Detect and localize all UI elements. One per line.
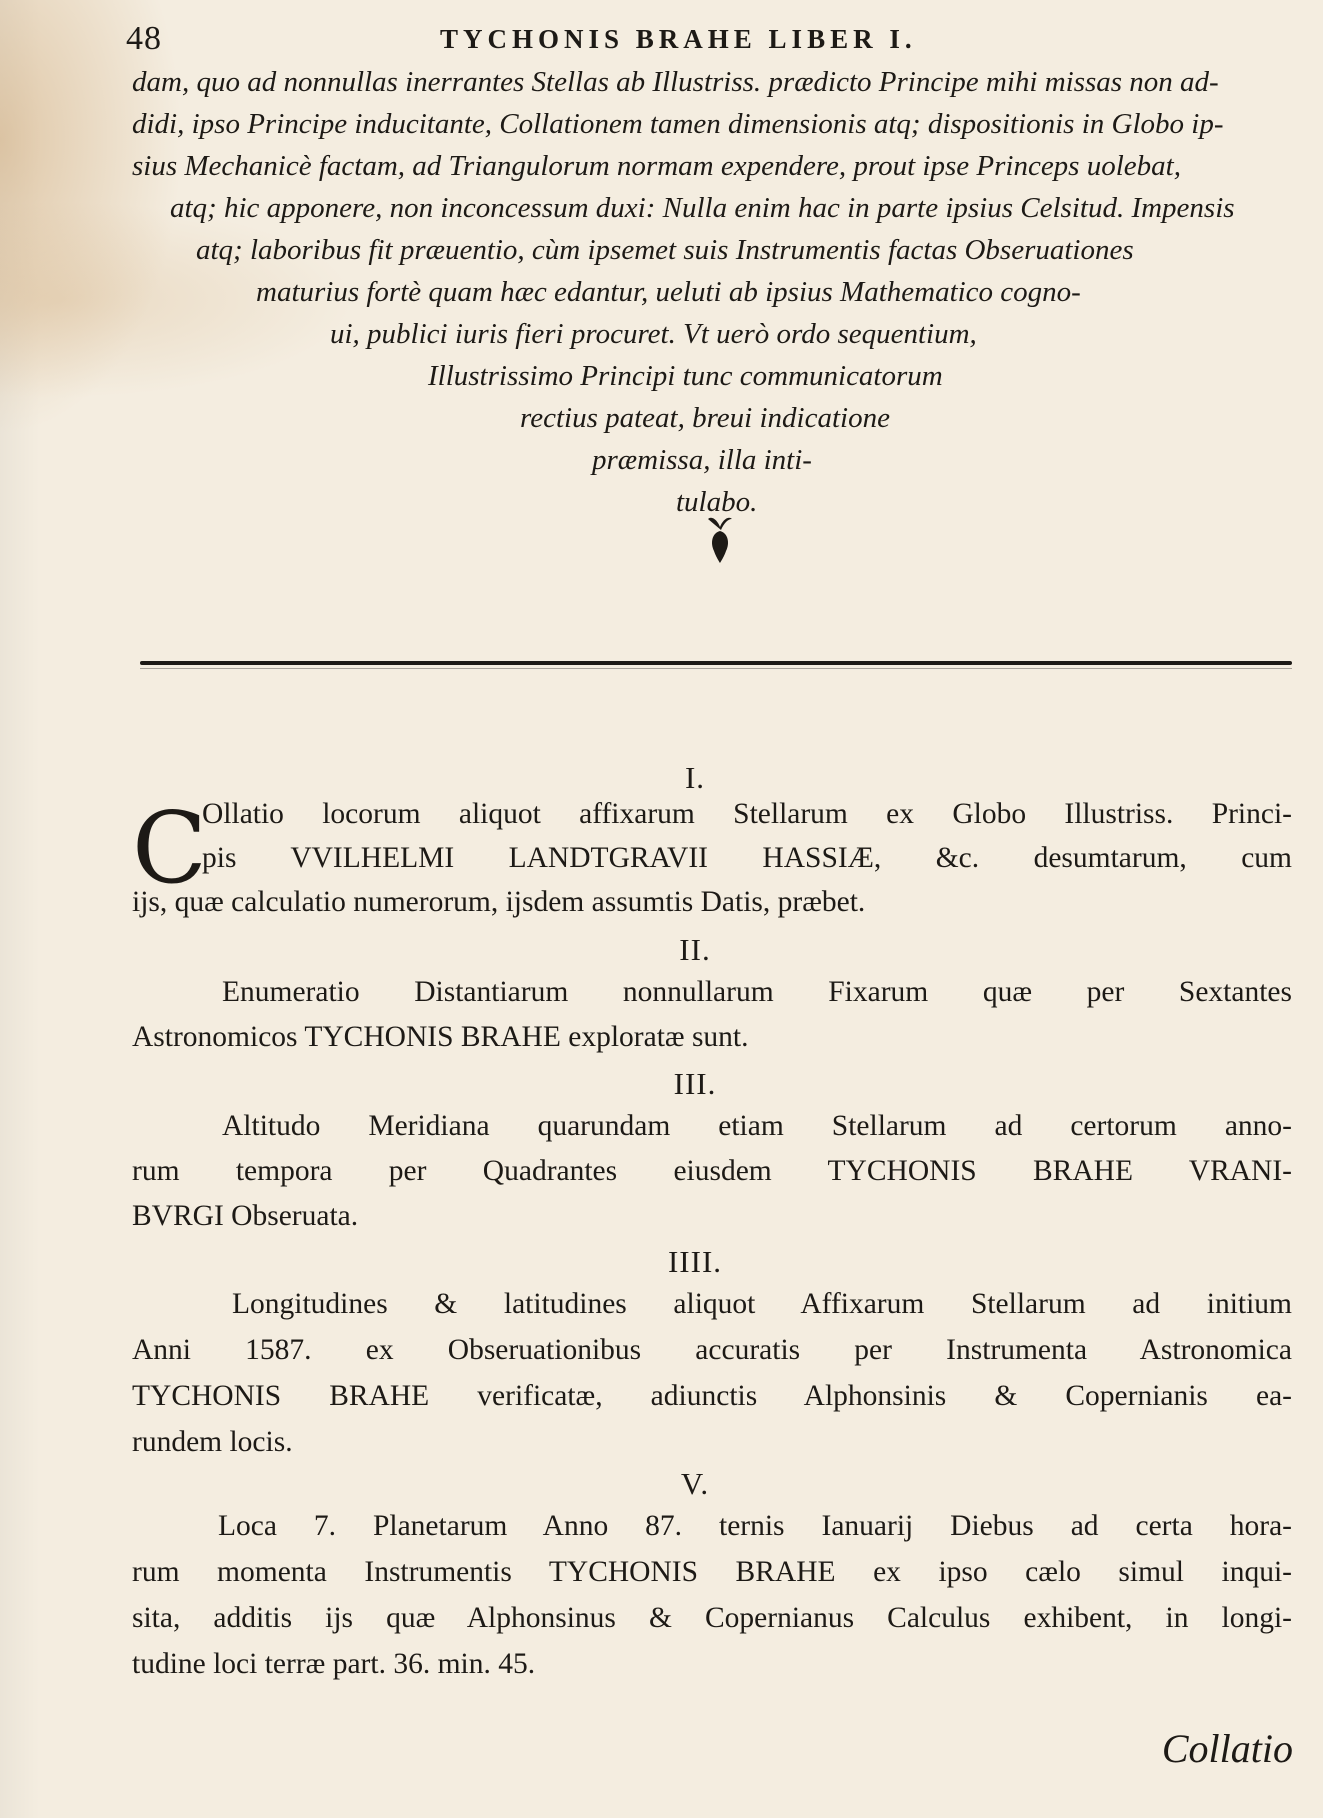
text-line: rum momenta Instrumentis TYCHONIS BRAHE ex ipso cælo simul inqui- (132, 1556, 1292, 1588)
italic-line: atq; hic apponere, non inconcessum duxi: Nulla enim hac in parte ipsius Celsitud. Impensis (170, 192, 1235, 224)
text-line: Ollatio locorum aliquot affixarum Stellarum ex Globo Illustriss. Princi- (202, 798, 1292, 830)
text-line: TYCHONIS BRAHE verificatæ, adiunctis Alphonsinis & Copernianis ea- (132, 1380, 1292, 1412)
text-line: rundem locis. (132, 1426, 293, 1458)
italic-line: rectius pateat, breui indicatione (520, 402, 890, 434)
text-line: Anni 1587. ex Obseruationibus accuratis per Instrumenta Astronomica (132, 1334, 1292, 1366)
text-line: Loca 7. Planetarum Anno 87. ternis Ianuarij Diebus ad certa hora- (218, 1510, 1292, 1542)
italic-line: tulabo. (676, 486, 758, 518)
italic-line: sius Mechanicè factam, ad Triangulorum normam expendere, prout ipse Princeps uolebat, (132, 150, 1181, 182)
running-title: TYCHONIS BRAHE LIBER I. (440, 24, 917, 54)
text-line: Altitudo Meridiana quarundam etiam Stellarum ad certorum anno- (222, 1110, 1292, 1142)
text-line: rum tempora per Quadrantes eiusdem TYCHONIS BRAHE VRANI- (132, 1155, 1292, 1187)
text-line: Enumeratio Distantiarum nonnullarum Fixarum quæ per Sextantes (222, 976, 1292, 1008)
section-divider-rule (140, 661, 1292, 665)
italic-line: atq; laboribus fit præuentio, cùm ipsemet suis Instrumentis factas Obseruationes (196, 234, 1134, 266)
italic-line: didi, ipso Principe inducitante, Collationem tamen dimensionis atq; dispositionis in Globo ip- (132, 108, 1224, 140)
section-numeral-1: I. (684, 760, 706, 795)
text-line: BVRGI Obseruata. (132, 1200, 359, 1232)
text-line: ijs, quæ calculatio numerorum, ijsdem assumtis Datis, præbet. (132, 886, 866, 918)
fleuron-ornament-icon (700, 513, 740, 565)
text-line: Astronomicos TYCHONIS BRAHE exploratæ sunt. (132, 1021, 749, 1053)
italic-line: dam, quo ad nonnullas inerrantes Stellas ab Illustriss. prædicto Principe mihi missas non ad- (132, 66, 1219, 98)
text-line: sita, additis ijs quæ Alphonsinus & Copernianus Calculus exhibent, in longi- (132, 1602, 1292, 1634)
text-line: Longitudines & latitudines aliquot Affixarum Stellarum ad initium (232, 1288, 1292, 1320)
page-number: 48 (126, 20, 162, 57)
section-numeral-4: IIII. (667, 1244, 723, 1279)
italic-line: præmissa, illa inti- (592, 444, 812, 476)
section-numeral-2: II. (679, 932, 711, 967)
section-numeral-3: III. (673, 1066, 717, 1101)
drop-cap: C (132, 792, 207, 906)
catchword: Collatio (1161, 1726, 1293, 1771)
italic-line: maturius fortè quam hæc edantur, ueluti ab ipsius Mathematico cogno- (256, 276, 1081, 308)
page-header (0, 20, 1323, 64)
text-line: tudine loci terræ part. 36. min. 45. (132, 1648, 536, 1680)
section-numeral-5: V. (680, 1466, 710, 1501)
text-line: pis VVILHELMI LANDTGRAVII HASSIÆ, &c. desumtarum, cum (202, 842, 1292, 874)
italic-line: ui, publici iuris fieri procuret. Vt uerò ordo sequentium, (330, 318, 977, 350)
italic-line: Illustrissimo Principi tunc communicatorum (428, 360, 943, 392)
section-divider-rule-thin (140, 668, 1292, 669)
